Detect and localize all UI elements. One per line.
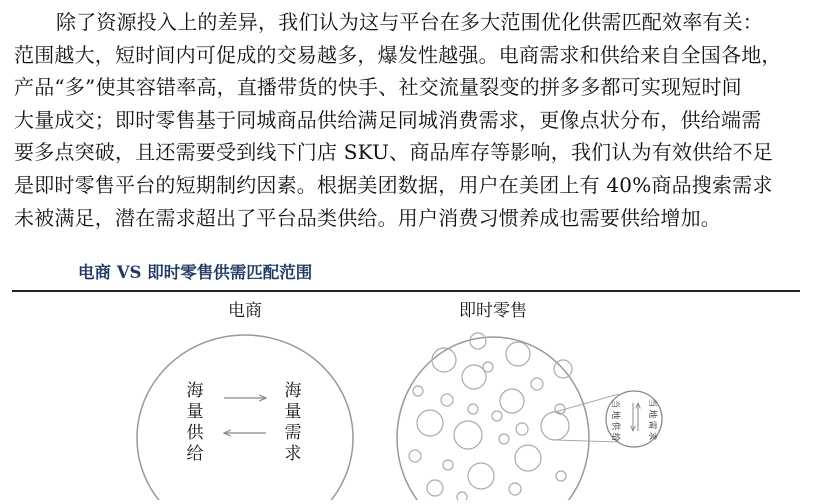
paragraph-line: 产品“多”使其容错率高，直播带货的快手、社交流量裂变的拼多多都可实现短时间 — [14, 75, 742, 100]
bubble — [417, 410, 443, 436]
local-demand-char: 当 — [647, 398, 657, 408]
local-demand-char: 需 — [647, 420, 657, 430]
local-supply-char: 当 — [610, 399, 620, 409]
ecommerce-demand-label — [285, 381, 302, 464]
bubble — [516, 423, 528, 435]
bubble — [409, 450, 421, 462]
bubble — [468, 463, 494, 489]
zoom-line — [555, 440, 619, 442]
local-supply-char: 地 — [610, 410, 620, 420]
bubble — [515, 445, 541, 471]
bubble — [457, 492, 467, 500]
local-supply-char: 给 — [610, 432, 620, 442]
figure-svg — [0, 292, 813, 500]
bubble — [441, 394, 453, 406]
demand-char: 量 — [284, 402, 302, 422]
supply-demand-figure — [0, 292, 813, 500]
paragraph-line: 未被满足，潜在需求超出了平台品类供给。用户消费习惯养成也需要供给增加。 — [14, 205, 721, 230]
ecommerce-title: 电商 — [228, 301, 262, 321]
bubble — [541, 412, 569, 440]
bubble — [499, 434, 509, 444]
supply-char: 供 — [186, 423, 204, 443]
bubble — [506, 342, 530, 366]
bubble — [462, 365, 486, 389]
demand-char: 求 — [284, 444, 302, 464]
paragraph-line: 大量成交；即时零售基于同城商品供给满足同城消费需求，更像点状分布，供给端需 — [14, 107, 762, 132]
paragraph-line: 要多点突破，且还需要受到线下门店 SKU、商品库存等影响，我们认为有效供给不足 — [14, 140, 773, 165]
bubble — [531, 378, 543, 390]
figure-caption: 电商 VS 即时零售供需匹配范围 — [78, 263, 313, 282]
local-supply-char: 供 — [610, 421, 620, 431]
instant-retail-title: 即时零售 — [459, 301, 527, 321]
ecommerce-supply-label — [187, 381, 205, 464]
bubble — [492, 411, 502, 421]
bubble — [413, 386, 423, 396]
bubble — [468, 404, 478, 414]
bubble — [500, 389, 524, 413]
demand-char: 需 — [284, 423, 302, 443]
supply-char: 给 — [186, 444, 204, 464]
bubble — [556, 471, 566, 481]
paragraph-line: 除了资源投入上的差异，我们认为这与平台在多大范围优化供需匹配效率有关： — [56, 10, 763, 34]
bubble — [443, 460, 453, 470]
bubble — [509, 483, 521, 495]
demand-char: 海 — [284, 381, 302, 401]
paragraph-line: 是即时零售平台的短期制约因素。根据美团数据，用户在美团上有 40%商品搜索需求 — [14, 172, 773, 197]
supply-char: 海 — [186, 381, 204, 401]
paragraph-line: 范围越大，短时间内可促成的交易越多，爆发性越强。电商需求和供给来自全国各地， — [14, 42, 782, 67]
bubble — [470, 333, 486, 349]
local-demand-char: 地 — [647, 409, 657, 419]
body-paragraph — [14, 6, 804, 234]
bubble — [454, 421, 482, 449]
ecommerce-circle — [137, 335, 353, 500]
local-demand-char: 求 — [647, 431, 657, 441]
supply-char: 量 — [186, 402, 204, 422]
bubble — [427, 480, 443, 496]
